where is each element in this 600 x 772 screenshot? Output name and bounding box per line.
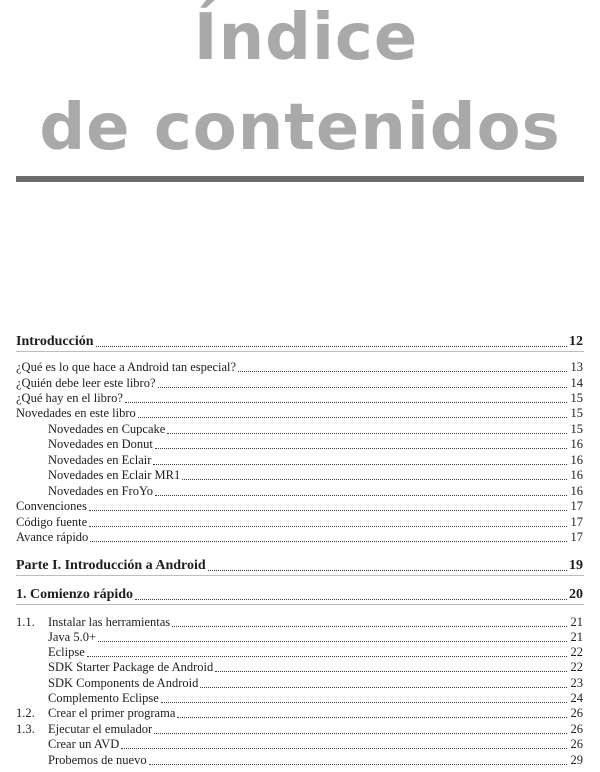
title-rule bbox=[16, 176, 584, 182]
leader-dots bbox=[135, 598, 567, 600]
toc-entry-number: 1.2. bbox=[16, 706, 35, 720]
leader-dots bbox=[98, 640, 567, 642]
toc-entry bbox=[16, 660, 583, 675]
toc-entry-page: 19 bbox=[569, 558, 583, 573]
toc-entry-page: 14 bbox=[570, 376, 583, 390]
toc-entry-title: Novedades en Eclair MR1 bbox=[48, 468, 181, 482]
toc-entry bbox=[16, 437, 583, 452]
leader-dots bbox=[90, 540, 567, 542]
toc-entry bbox=[16, 645, 583, 660]
toc-entry-page: 20 bbox=[569, 587, 583, 602]
leader-dots bbox=[96, 345, 567, 347]
toc-entry bbox=[16, 737, 583, 752]
toc-entry bbox=[16, 391, 583, 406]
leader-dots bbox=[89, 525, 567, 527]
toc-entry-title: SDK Components de Android bbox=[48, 676, 199, 690]
toc-entry-title: 1. Comienzo rápido bbox=[16, 587, 134, 602]
toc-entry bbox=[16, 706, 583, 721]
toc-entry-page: 26 bbox=[570, 737, 583, 751]
toc-entry-title: Parte I. Introducción a Android bbox=[16, 558, 206, 573]
leader-dots bbox=[172, 625, 567, 627]
toc-entry-title: Novedades en este libro bbox=[16, 406, 136, 420]
toc-entry bbox=[16, 499, 583, 514]
leader-dots bbox=[177, 716, 567, 718]
toc-entry-title: Avance rápido bbox=[16, 530, 89, 544]
leader-dots bbox=[138, 416, 567, 418]
leader-dots bbox=[238, 370, 567, 372]
toc-entry bbox=[16, 422, 583, 437]
toc-entry-page: 16 bbox=[570, 453, 583, 467]
toc-entry bbox=[16, 587, 583, 603]
toc-entry bbox=[16, 676, 583, 691]
leader-dots bbox=[149, 763, 567, 765]
leader-dots bbox=[161, 701, 567, 703]
toc-entry bbox=[16, 515, 583, 530]
toc-entry bbox=[16, 484, 583, 499]
toc-entry-page: 29 bbox=[570, 753, 583, 767]
toc-entry-title: Eclipse bbox=[48, 645, 85, 659]
toc-entry bbox=[16, 691, 583, 706]
toc-entry bbox=[16, 453, 583, 468]
toc-entry-page: 16 bbox=[570, 437, 583, 451]
leader-dots bbox=[167, 432, 567, 434]
toc-entry-title: Novedades en Donut bbox=[48, 437, 153, 451]
toc-entry bbox=[16, 406, 583, 421]
toc-entry-page: 26 bbox=[570, 706, 583, 720]
toc-entry bbox=[16, 558, 583, 574]
toc-entry-title: Probemos de nuevo bbox=[48, 753, 147, 767]
leader-dots bbox=[121, 747, 567, 749]
toc-entry-page: 15 bbox=[570, 406, 583, 420]
toc-entry-title: ¿Qué hay en el libro? bbox=[16, 391, 123, 405]
leader-dots bbox=[215, 670, 567, 672]
toc-entry-page: 15 bbox=[570, 391, 583, 405]
leader-dots bbox=[125, 401, 567, 403]
toc-entry-page: 23 bbox=[570, 676, 583, 690]
toc-entry-page: 26 bbox=[570, 722, 583, 736]
title-line-2: de contenidos bbox=[39, 91, 561, 165]
section-divider bbox=[16, 604, 584, 605]
toc-entry-title: Java 5.0+ bbox=[48, 630, 97, 644]
leader-dots bbox=[200, 686, 567, 688]
toc-entry-title: SDK Starter Package de Android bbox=[48, 660, 214, 674]
leader-dots bbox=[155, 494, 567, 496]
toc-entry-title: Crear un AVD bbox=[48, 737, 120, 751]
toc-entry-page: 22 bbox=[570, 660, 583, 674]
leader-dots bbox=[154, 732, 567, 734]
toc-entry-title: ¿Qué es lo que hace a Android tan especial? bbox=[16, 360, 237, 374]
toc-entry-title: Código fuente bbox=[16, 515, 88, 529]
toc-entry bbox=[16, 722, 583, 737]
toc-entry-page: 13 bbox=[570, 360, 583, 374]
toc-entry-title: Convenciones bbox=[16, 499, 87, 513]
toc-entry-page: 17 bbox=[570, 530, 583, 544]
toc-entry-title: ¿Quién debe leer este libro? bbox=[16, 376, 156, 390]
leader-dots bbox=[87, 655, 567, 657]
toc-entry bbox=[16, 376, 583, 391]
toc-entry bbox=[16, 468, 583, 483]
leader-dots bbox=[155, 447, 567, 449]
toc-entry-page: 16 bbox=[570, 484, 583, 498]
toc-entry-page: 16 bbox=[570, 468, 583, 482]
toc-entry-title: Novedades en Cupcake bbox=[48, 422, 166, 436]
toc-entry-title: Instalar las herramientas bbox=[48, 615, 171, 629]
toc-entry-page: 24 bbox=[570, 691, 583, 705]
leader-dots bbox=[208, 569, 567, 571]
toc-entry-page: 21 bbox=[570, 630, 583, 644]
toc-entry-title: Crear el primer programa bbox=[48, 706, 176, 720]
toc-entry-number: 1.1. bbox=[16, 615, 35, 629]
toc-entry-page: 21 bbox=[570, 615, 583, 629]
toc-entry-title: Ejecutar el emulador bbox=[48, 722, 153, 736]
toc-entry-page: 15 bbox=[570, 422, 583, 436]
section-divider bbox=[16, 351, 584, 352]
toc-entry-number: 1.3. bbox=[16, 722, 35, 736]
toc-entry-title: Introducción bbox=[16, 334, 94, 349]
leader-dots bbox=[158, 386, 567, 388]
leader-dots bbox=[153, 463, 567, 465]
leader-dots bbox=[89, 509, 567, 511]
toc-entry bbox=[16, 334, 583, 350]
toc-entry bbox=[16, 360, 583, 375]
toc-entry-page: 12 bbox=[569, 334, 583, 349]
toc-entry-page: 17 bbox=[570, 515, 583, 529]
toc-entry-page: 22 bbox=[570, 645, 583, 659]
toc-entry-title: Complemento Eclipse bbox=[48, 691, 159, 705]
toc-entry bbox=[16, 753, 583, 768]
toc-entry-page: 17 bbox=[570, 499, 583, 513]
leader-dots bbox=[182, 478, 567, 480]
toc-entry-title: Novedades en Eclair bbox=[48, 453, 152, 467]
toc-entry-title: Novedades en FroYo bbox=[48, 484, 153, 498]
toc-entry bbox=[16, 630, 583, 645]
toc-entry bbox=[16, 530, 583, 545]
title-line-1: Índice bbox=[193, 1, 419, 75]
toc-entry bbox=[16, 615, 583, 630]
section-divider bbox=[16, 575, 584, 576]
